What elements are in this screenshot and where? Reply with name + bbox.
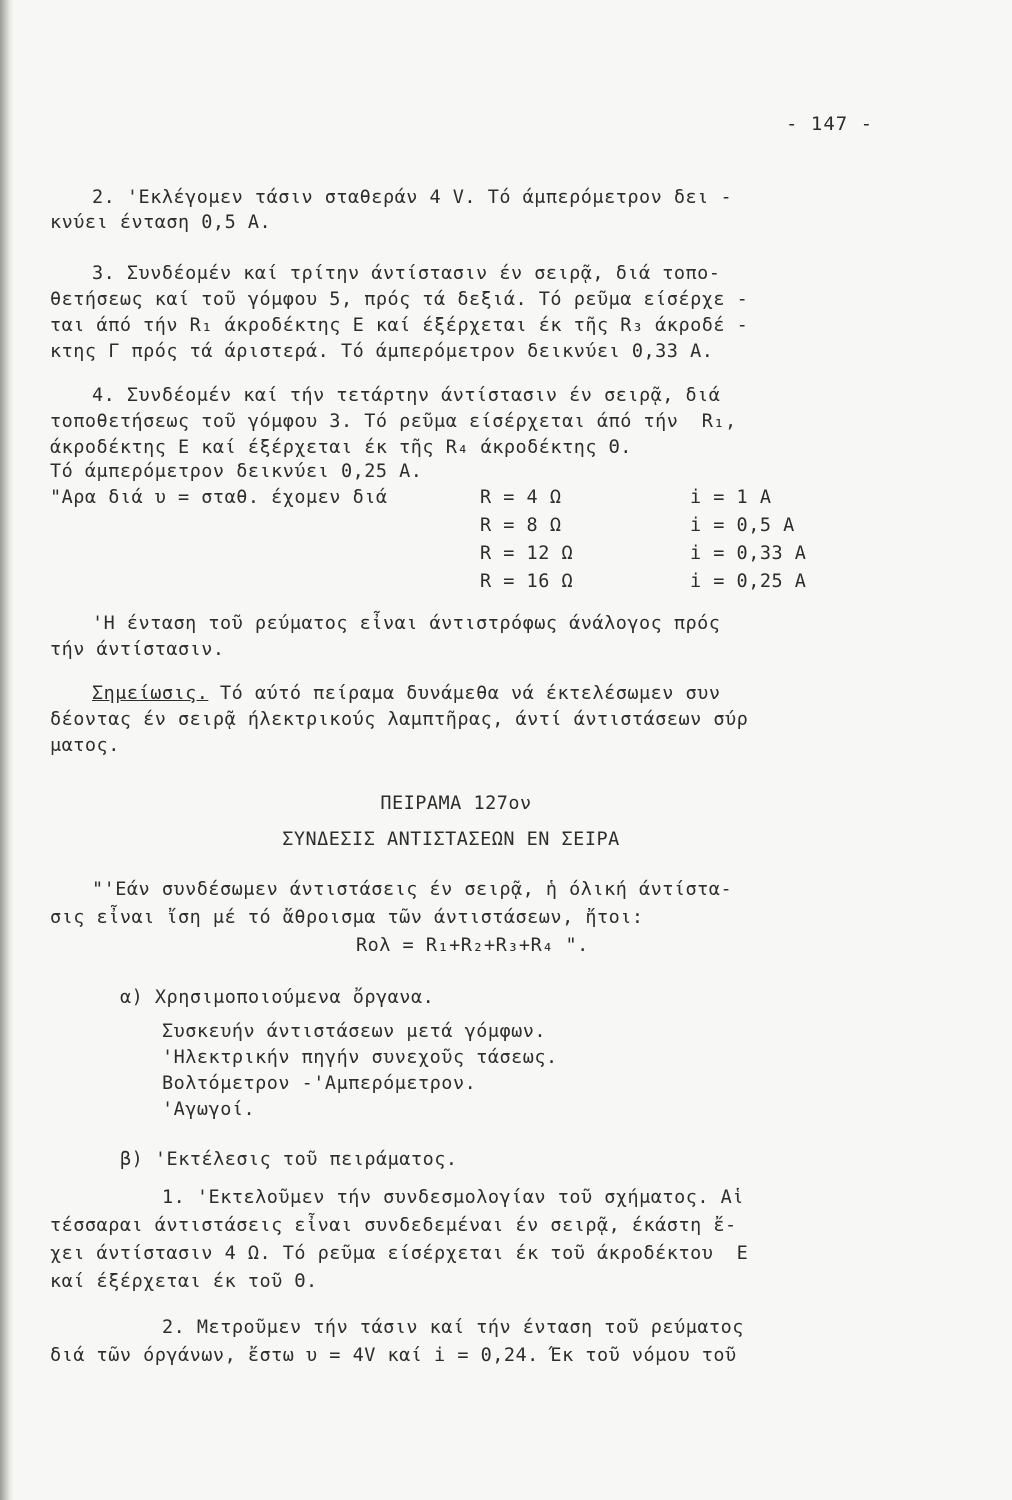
step1-line-3: χει άντίστασιν 4 Ω. Τό ρεῦμα είσέρχεται έκ τοῦ άκροδέκτου Ε — [50, 1243, 749, 1264]
p4-line-2: τοποθετήσεως τοῦ γόμφου 3. Τό ρεῦμα είσέρχεται άπό τήν R₁, — [50, 411, 737, 432]
p4-line-1: 4. Συνδέομέν καί τήν τετάρτην άντίστασιν έν σειρᾷ, διά — [92, 385, 721, 406]
table-i-4: i = 0,25 Α — [690, 571, 807, 592]
p3-line-2: θετήσεως καί τοῦ γόμφου 5, πρός τά δεξιά. Τό ρεῦμα είσέρχε - — [50, 289, 749, 310]
law-line-2: σις εἶναι ἴση μέ τό ἄθροισμα τῶν άντιστάσεων, ἤτοι: — [50, 907, 644, 928]
page-number: - 147 - — [786, 113, 874, 135]
note-text-1: Τό αύτό πείραμα δυνάμεθα νά έκτελέσωμεν συν — [208, 683, 721, 704]
p2-line-1: 2. 'Εκλέγομεν τάσιν σταθεράν 4 V. Τό άμπερόμετρον δει - — [92, 187, 733, 208]
p2-line-2: κνύει ένταση 0,5 Α. — [50, 212, 272, 233]
p4-line-4: Τό άμπερόμετρον δεικνύει 0,25 Α. — [50, 461, 423, 482]
note-line-1 — [92, 682, 720, 706]
table-r-4: R = 16 Ω — [480, 571, 574, 592]
note-label: Σημείωσις. — [92, 683, 209, 704]
p4-line-3: άκροδέκτης Ε καί έξέρχεται έκ τῆς R₄ άκροδέκτης Θ. — [50, 437, 632, 458]
step1-line-1: 1. 'Εκτελοῦμεν τήν συνδεσμολογίαν τοῦ σχήματος. Αἱ — [162, 1187, 744, 1208]
law-formula: Rολ = R₁+R₂+R₃+R₄ ". — [356, 935, 589, 956]
p3-line-1: 3. Συνδέομέν καί τρίτην άντίστασιν έν σειρᾷ, διά τοπο- — [92, 263, 721, 284]
table-r-1: R = 4 Ω — [480, 487, 562, 508]
instrument-2: 'Ηλεκτρικήν πηγήν συνεχοῦς τάσεως. — [162, 1047, 558, 1068]
instrument-3: Βολτόμετρον -'Αμπερόμετρον. — [162, 1073, 477, 1094]
step2-line-2: διά τῶν όργάνων, ἔστω υ = 4V καί i = 0,24. Έκ τοῦ νόμου τοῦ — [50, 1345, 737, 1366]
section-b-heading: β) 'Εκτέλεσις τοῦ πειράματος. — [120, 1149, 458, 1170]
p3-line-3: ται άπό τήν R₁ άκροδέκτης Ε καί έξέρχεται έκ τῆς R₃ άκροδέ - — [50, 315, 749, 336]
table-intro: "Αρα διά υ = σταθ. έχομεν διά — [50, 487, 388, 508]
table-r-3: R = 12 Ω — [480, 543, 574, 564]
law-line-1: "'Εάν συνδέσωμεν άντιστάσεις έν σειρᾷ, ἡ όλική άντίστα- — [92, 879, 733, 900]
experiment-subtitle: ΣΥΝΔΕΣΙΣ ΑΝΤΙΣΤΑΣΕΩΝ ΕΝ ΣΕΙΡΑ — [282, 829, 620, 850]
table-r-2: R = 8 Ω — [480, 515, 562, 536]
note-line-2: δέοντας έν σειρᾷ ήλεκτρικούς λαμπτῆρας, άντί άντιστάσεων σύρ — [50, 709, 749, 730]
p3-line-4: κτης Γ πρός τά άριστερά. Τό άμπερόμετρον δεικνύει 0,33 Α. — [50, 341, 714, 362]
instrument-1: Συσκευήν άντιστάσεων μετά γόμφων. — [162, 1021, 547, 1042]
conclusion-line-2: τήν άντίστασιν. — [50, 639, 225, 660]
step1-line-4: καί έξέρχεται έκ τοῦ Θ. — [50, 1271, 318, 1292]
page-edge-shadow — [0, 0, 14, 1500]
instrument-4: 'Αγωγοί. — [162, 1099, 256, 1120]
note-line-3: ματος. — [50, 735, 120, 756]
table-i-2: i = 0,5 Α — [690, 515, 795, 536]
section-a-heading: α) Χρησιμοποιούμενα ὄργανα. — [120, 987, 435, 1008]
step2-line-1: 2. Μετροῦμεν τήν τάσιν καί τήν ένταση τοῦ ρεύματος — [162, 1317, 744, 1338]
table-i-3: i = 0,33 Α — [690, 543, 807, 564]
conclusion-line-1: 'Η ένταση τοῦ ρεύματος εἶναι άντιστρόφως άνάλογος πρός — [92, 613, 721, 634]
experiment-title: ΠΕΙΡΑΜΑ 127ον — [380, 793, 532, 814]
step1-line-2: τέσσαραι άντιστάσεις εἶναι συνδεδεμέναι έν σειρᾷ, έκάστη ἔ- — [50, 1215, 737, 1236]
table-i-1: i = 1 Α — [690, 487, 772, 508]
